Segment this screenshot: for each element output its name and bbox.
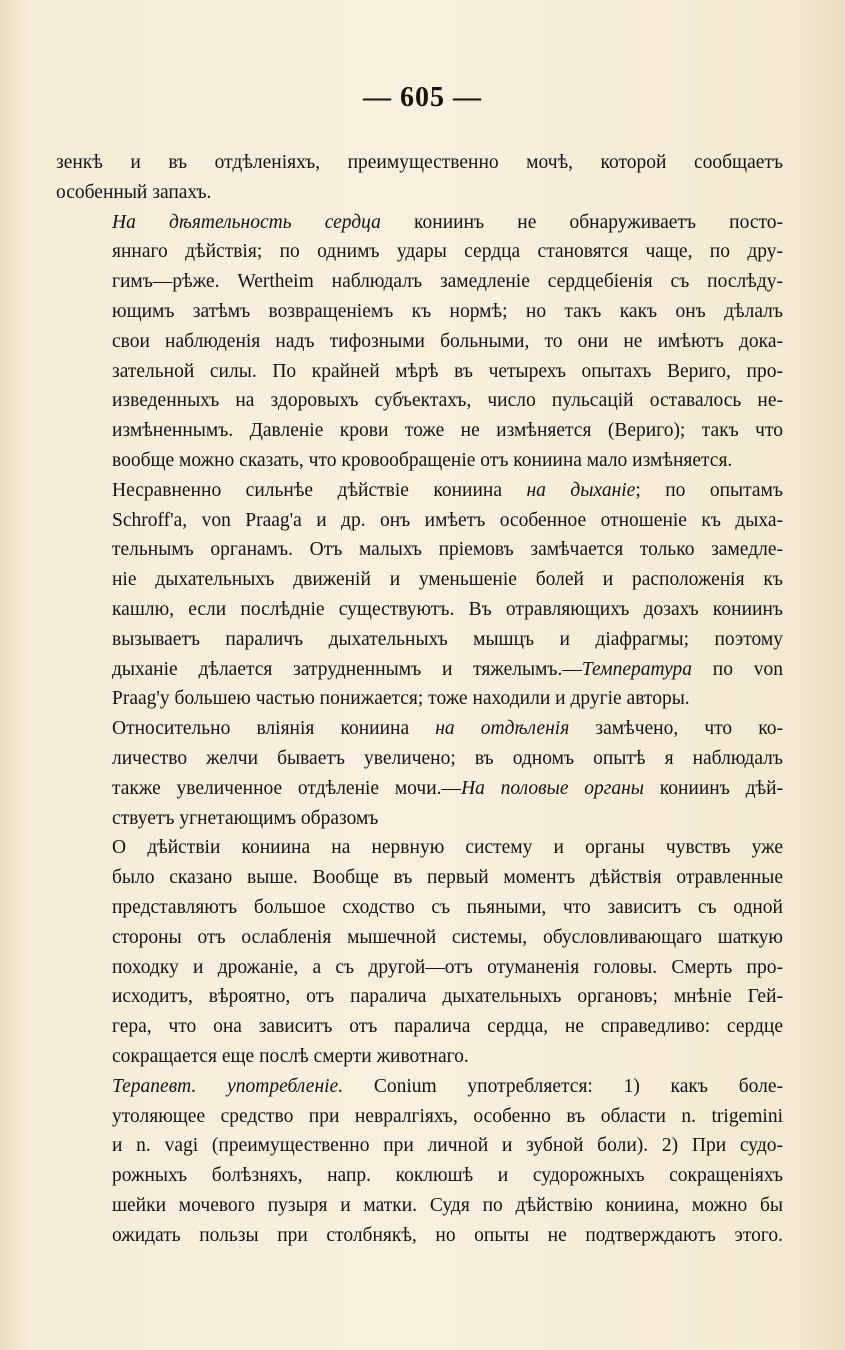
text-line: свои наблюденія надъ тифозными больными, то они не имѣютъ дока- xyxy=(112,330,783,352)
text-fragment: по von xyxy=(692,658,783,680)
text-line: изведенныхъ на здоровыхъ субъектахъ, число пульсацій оставалось не- xyxy=(112,390,783,412)
text-line xyxy=(56,714,783,744)
paragraph xyxy=(56,208,783,476)
section-heading: Температура xyxy=(581,658,693,680)
text-line: было сказано выше. Вообще въ первый моментъ дѣйствія отравленные xyxy=(112,867,783,889)
text-line: Praag'у большею частью понижается; тоже находили и другіе авторы. xyxy=(112,688,690,710)
paragraph xyxy=(56,833,783,1071)
text-line: зательной силы. По крайней мѣрѣ въ четырехъ опытахъ Вериго, про- xyxy=(112,360,783,382)
text-line xyxy=(56,476,783,506)
text-line: личество желчи бываетъ увеличено; въ одномъ опытѣ я наблюдалъ xyxy=(112,747,783,769)
text-line: ющимъ затѣмъ возвращеніемъ къ нормѣ; но такъ какъ онъ дѣлалъ xyxy=(112,300,783,322)
section-heading: на отдѣленія xyxy=(435,718,570,740)
text-fragment: ; по опытамъ xyxy=(635,479,783,501)
text-line xyxy=(56,655,783,685)
text-line: яннаго дѣйствія; по однимъ удары сердца становятся чаще, по дру- xyxy=(112,241,783,263)
page-number: — 605 — xyxy=(363,82,482,113)
text-line: утоляющее средство при невралгіяхъ, особенно въ области n. trigemini xyxy=(112,1105,783,1127)
text-fragment: также увеличенное отдѣленіе мочи.— xyxy=(112,777,462,799)
body-text xyxy=(56,148,783,1250)
text-line: ніе дыхательныхъ движеній и уменьшеніе болей и расположенія къ xyxy=(112,569,783,591)
section-heading: Терапевт. употребленіе. xyxy=(112,1075,344,1097)
text-line: Schroff'a, von Praag'a и др. онъ имѣетъ особенное отношеніе къ дыха- xyxy=(112,509,783,531)
text-fragment: Относительно вліянія кониина xyxy=(112,718,410,740)
text-line: особенный запахъ. xyxy=(56,181,212,203)
text-line: ожидать пользы при столбнякѣ, но опыты не подтверждаютъ этого. xyxy=(112,1224,783,1246)
text-line: зенкѣ и въ отдѣленіяхъ, преимущественно мочѣ, которой сообщаетъ xyxy=(56,152,783,173)
text-line: О дѣйствіи кониина на нервную систему и органы чувствъ уже xyxy=(112,837,783,859)
paragraph xyxy=(56,476,783,714)
text-line: сокращается еще послѣ смерти животнаго. xyxy=(112,1045,469,1067)
section-heading: на дыханіе xyxy=(526,479,636,501)
text-line: стороны отъ ослабленія мышечной системы, обусловливающаго шаткую xyxy=(112,926,783,948)
paragraph xyxy=(56,714,783,833)
section-heading: На половые органы xyxy=(461,777,644,799)
text-line: кашлю, если послѣдніе существуютъ. Въ отравляющихъ дозахъ кониинъ xyxy=(112,598,783,620)
text-line: рожныхъ болѣзняхъ, напр. коклюшѣ и судорожныхъ сокращеніяхъ xyxy=(112,1165,783,1187)
text-line xyxy=(56,1072,783,1102)
text-line: и n. vagi (преимущественно при личной и зубной боли). 2) При судо- xyxy=(112,1135,783,1157)
text-line: вызываетъ параличъ дыхательныхъ мышцъ и діафрагмы; поэтому xyxy=(112,628,783,650)
text-line xyxy=(56,208,783,238)
paragraph xyxy=(56,1072,783,1251)
text-line: шейки мочевого пузыря и матки. Судя по дѣйствію кониина, можно бы xyxy=(112,1194,783,1216)
text-line: ствуетъ угнетающимъ образомъ xyxy=(112,807,379,829)
text-fragment: Conium употребляется: 1) какъ боле- xyxy=(343,1075,783,1097)
text-line: гера, что она зависитъ отъ паралича сердца, не справедливо: сердце xyxy=(112,1016,783,1038)
text-line: вообще можно сказать, что кровообращеніе отъ кониина мало измѣняется. xyxy=(112,449,733,471)
text-fragment: замѣчено, что ко- xyxy=(569,718,784,740)
text-fragment: кониинъ дѣй- xyxy=(644,777,784,799)
text-line: гимъ—рѣже. Wertheim наблюдалъ замедленіе сердцебіенія съ послѣду- xyxy=(112,271,783,293)
section-heading: На дѣятельность сердца xyxy=(112,211,381,233)
text-line: походку и дрожаніе, а съ другой—отъ отуманенія головы. Смерть про- xyxy=(112,956,783,978)
text-fragment: кониинъ не обнаруживаетъ посто- xyxy=(414,211,783,233)
text-fragment: Несравненно сильнѣе дѣйствіе кониина xyxy=(112,479,503,501)
text-line: измѣненнымъ. Давленіе крови тоже не измѣняется (Вериго); такъ что xyxy=(112,420,783,442)
text-line: представляютъ большое сходство съ пьяными, что зависитъ съ одной xyxy=(112,896,783,918)
text-line xyxy=(56,774,783,804)
paragraph xyxy=(56,148,783,208)
text-line: тельнымъ органамъ. Отъ малыхъ пріемовъ замѣчается только замедле- xyxy=(112,539,783,561)
text-fragment: дыханіе дѣлается затрудненнымъ и тяжелымъ.— xyxy=(112,658,582,680)
text-line: исходитъ, вѣроятно, отъ паралича дыхательныхъ органовъ; мнѣніе Гей- xyxy=(112,986,783,1008)
